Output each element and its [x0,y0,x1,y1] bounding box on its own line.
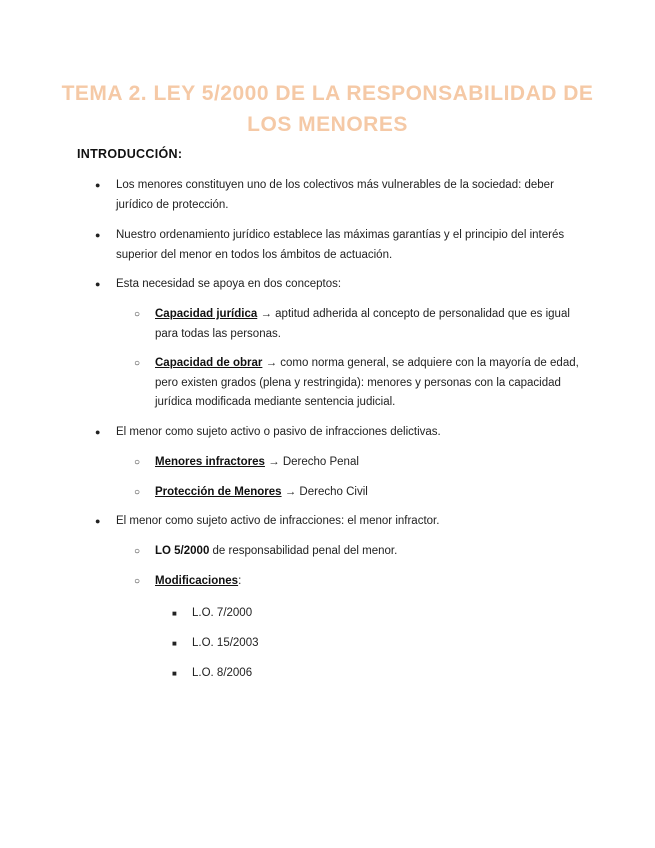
sub-bullet-item [134,542,585,562]
sub-bullet-text: → Derecho Penal [264,456,359,468]
term-modificaciones: Modificaciones [155,575,239,587]
term-proteccion-de-menores: Protección de Menores [155,486,282,498]
square-bullet-marker: ■ [172,669,177,678]
sub-sub-bullet-item [172,634,572,654]
bullet-item [95,423,586,443]
sub-bullet-marker: ○ [134,487,141,498]
sub-bullet-item [134,305,585,344]
bullet-item [95,176,586,215]
sub-bullet-text: → Derecho Civil [281,486,368,498]
law-reference: L.O. 7/2000 [192,607,253,619]
bullet-text: El menor como sujeto activo de infracciones: el menor infractor. [116,515,440,527]
sub-bullet-text: → como norma general, se adquiere con la mayoría de edad, pero existen grados (plena y restringida): menores y personas con la capacidad jurídica modificada mediante sentencia judicial. [155,357,579,408]
sub-bullet-text: : [238,575,242,587]
term-capacidad-de-obrar: Capacidad de obrar [155,357,263,369]
bullet-text: Esta necesidad se apoya en dos conceptos: [116,278,342,290]
bullet-marker: ● [95,279,101,289]
bullet-text: Los menores constituyen uno de los colectivos más vulnerables de la sociedad: deber jurídico de protección. [116,179,554,211]
bullet-text: Nuestro ordenamiento jurídico establece las máximas garantías y el principio del interés superior del menor en todos los ámbitos de actuación. [116,229,565,261]
sub-sub-bullet-item [172,604,572,624]
law-reference: L.O. 15/2003 [192,637,259,649]
sub-bullet-text: → aptitud adherida al concepto de personalidad que es igual para todas las personas. [155,308,570,340]
sub-sub-bullet-item [172,664,572,684]
sub-bullet-marker: ○ [134,309,141,320]
term-capacidad-juridica: Capacidad jurídica [155,308,258,320]
sub-bullet-marker: ○ [134,546,141,557]
bullet-text: El menor como sujeto activo o pasivo de infracciones delictivas. [116,426,441,438]
sub-bullet-marker: ○ [134,457,141,468]
law-reference: L.O. 8/2006 [192,667,253,679]
bullet-item [95,275,586,295]
section-heading: INTRODUCCIÓN: [77,147,183,161]
sub-bullet-text: de responsabilidad penal del menor. [209,545,398,557]
sub-bullet-item [134,453,585,473]
bullet-marker: ● [95,516,101,526]
sub-bullet-item [134,483,585,503]
bullet-marker: ● [95,427,101,437]
sub-bullet-item [134,354,585,413]
square-bullet-marker: ■ [172,639,177,648]
sub-bullet-item [134,572,585,592]
bullet-marker: ● [95,180,101,190]
term-menores-infractores: Menores infractores [155,456,265,468]
bullet-marker: ● [95,230,101,240]
sub-bullet-marker: ○ [134,358,141,369]
document-title: TEMA 2. LEY 5/2000 DE LA RESPONSABILIDAD DE LOS MENORES [61,82,594,136]
sub-bullet-marker: ○ [134,576,141,587]
bullet-item [95,226,586,265]
term-lo-5-2000: LO 5/2000 [155,545,210,557]
bullet-item [95,512,586,532]
square-bullet-marker: ■ [172,609,177,618]
